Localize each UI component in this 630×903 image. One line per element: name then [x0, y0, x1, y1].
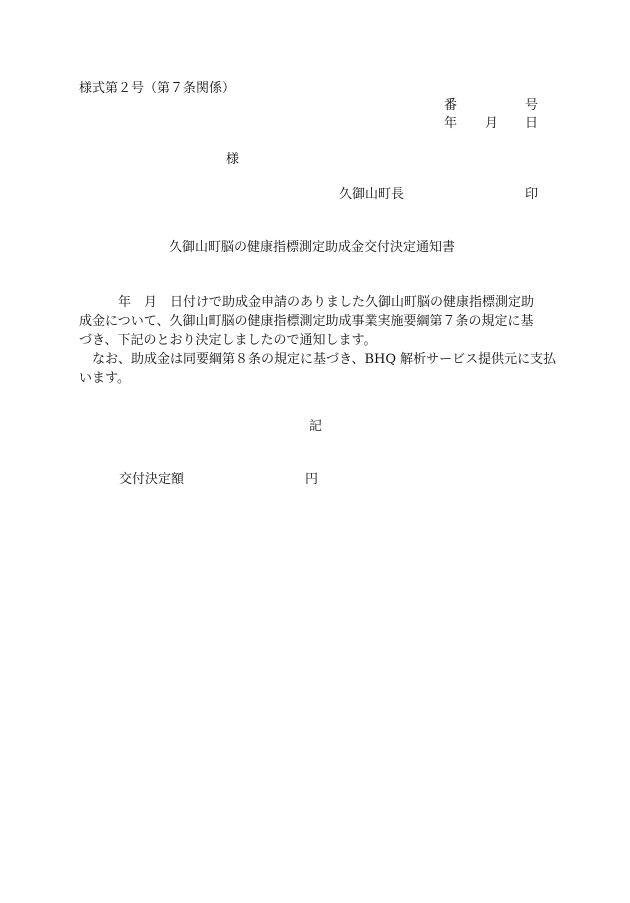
grant-amount-label: 交付決定額: [119, 472, 185, 487]
form-label: 様式第２号（第７条関係）: [79, 81, 236, 96]
body-line: 成金について、久御山町脳の健康指標測定助成事業実施要綱第７条の規定に基: [79, 314, 534, 329]
number-suffix: 号: [525, 98, 539, 113]
issuer-name: 久御山町長: [339, 187, 405, 202]
date-month: 月: [485, 116, 499, 131]
number-label: 番: [444, 98, 458, 113]
document-title: 久御山町脳の健康指標測定助成金交付決定通知書: [169, 240, 456, 255]
body-line: づき、下記のとおり決定しましたので通知します。: [79, 333, 377, 348]
ki-heading: 記: [309, 419, 323, 434]
body-paragraph-2: [79, 350, 557, 388]
body-line: なお、助成金は同要綱第８条の規定に基づき、BHQ 解析サービス提供元に支払: [79, 352, 557, 367]
addressee-suffix: 様: [226, 152, 240, 167]
date-year: 年: [444, 116, 458, 131]
grant-amount-unit: 円: [305, 472, 319, 487]
body-line: います。: [79, 371, 130, 386]
issuer-seal: 印: [525, 187, 539, 202]
date-day: 日: [525, 116, 539, 131]
body-line: 年 月 日付けで助成金申請のありました久御山町脳の健康指標測定助: [79, 295, 535, 310]
body-paragraph-1: [79, 293, 541, 350]
